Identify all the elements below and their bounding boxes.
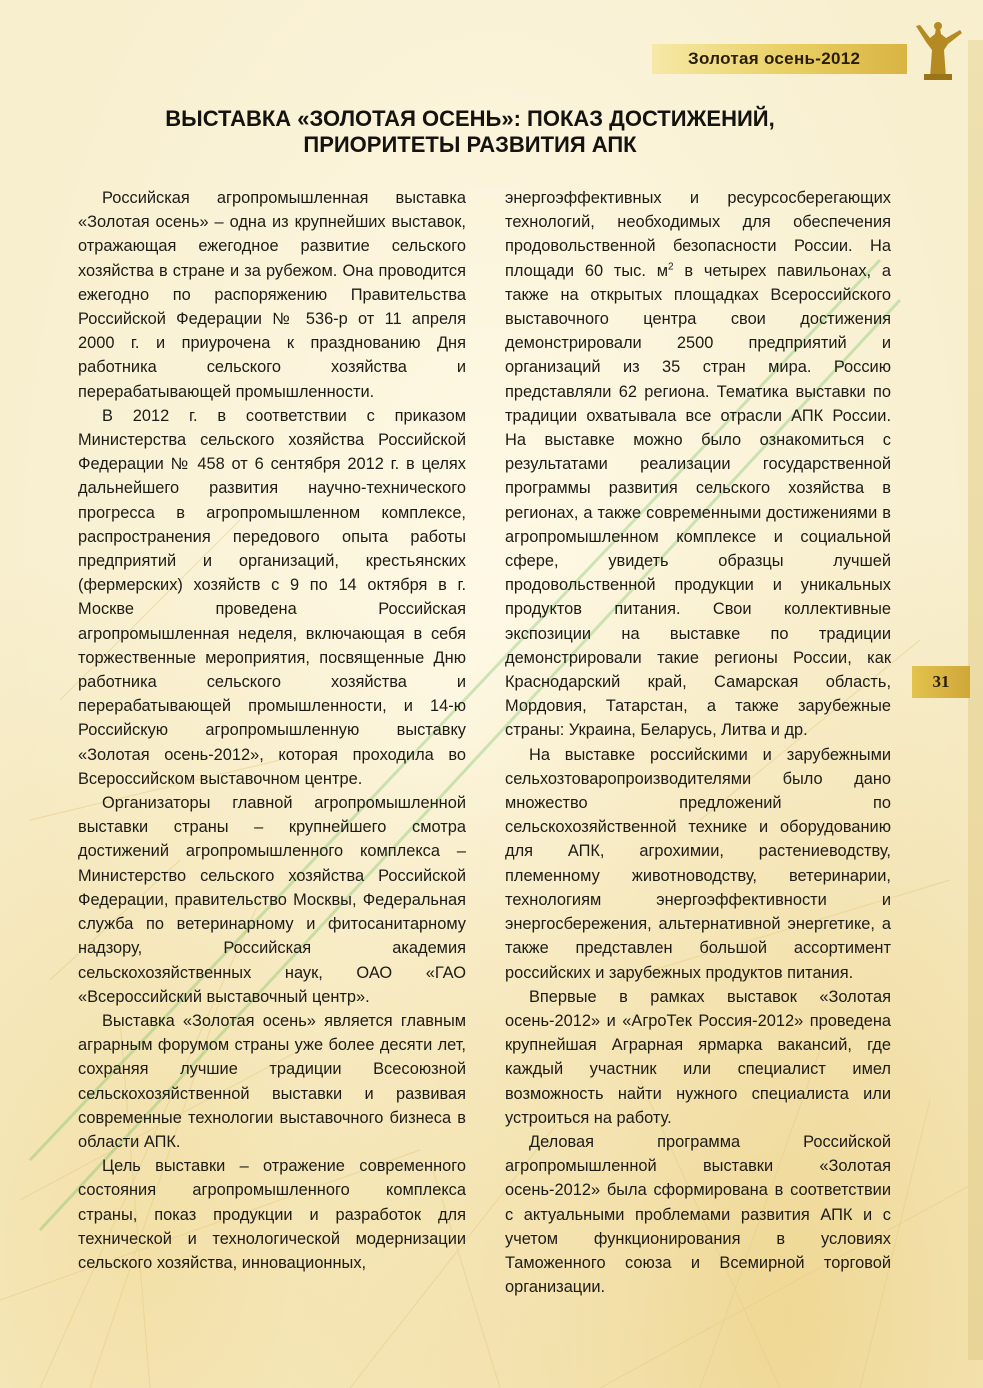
right-column	[505, 186, 891, 1299]
paragraph-text: в четырех павильонах, а также на открытых площадках Всероссийского выставочного центра свои достижения демонстрировали 2500 предприятий и организаций из 35 стран мира. Россию представляли 62 региона. Тематика выставки по традиции охватывала все отрасли АПК России. На выставке можно было ознакомиться с результатами реализации государственной программы развития сельского хозяйства в регионах, а также современными достижениями в агропромышленном комплексе и социальной сфере, увидеть образцы лучшей продовольственной продукции и уникальных продуктов питания. Свои коллективные экспозиции на выставке по традиции демонстрировали такие регионы России, как Краснодарский край, Самарская область, Мордовия, Татарстан, а также зарубежные страны: Украина, Беларусь, Литва и др.	[505, 261, 891, 740]
paragraph: Впервые в рамках выставок «Золотая осень-2012» и «АгроТек Россия-2012» проведена крупнейшая Аграрная ярмарка вакансий, где каждый участник или специалист имел возможность найти нужного специалиста или устроиться на работу.	[505, 987, 891, 1127]
article-title-line-2: ПРИОРИТЕТЫ РАЗВИТИЯ АПК	[303, 132, 637, 157]
paragraph: Организаторы главной агропромышленной выставки страны – крупнейшего смотра достижений агропромышленного комплекса – Министерство сельского хозяйства Российской Федерации, правительство Москвы, Федеральная служба по ветеринарному и фитосанитарному надзору, Российская академия сельскохозяйственных наук, ОАО «ГАО «Всероссийский выставочный центр».	[78, 794, 466, 1006]
article-title-line-1: ВЫСТАВКА «ЗОЛОТАЯ ОСЕНЬ»: ПОКАЗ ДОСТИЖЕНИЙ,	[165, 106, 775, 131]
left-column	[78, 186, 466, 1275]
paragraph: Цель выставки – отражение современного состояния агропромышленного комплекса страны, показ продукции и разработок для технической и технологической модернизации сельского хозяйства, инновационных,	[78, 1157, 466, 1272]
paragraph: В 2012 г. в соответствии с приказом Министерства сельского хозяйства Российской Федерации № 458 от 6 сентября 2012 г. в целях дальнейшего развития научно-технического прогресса в агропромышленном комплексе, распространения передового опыта работы предприятий и организаций, крестьянских (фермерских) хозяйств с 9 по 14 октября в г. Москве проведена Российская агропромышленная неделя, включающая в себя торжественные мероприятия, посвященные Дню работника сельского хозяйства и перерабатывающей промышленности, и 14-ю Российскую агропромышленную выставку «Золотая осень-2012», которая проходила во Всероссийском выставочном центре.	[78, 406, 466, 788]
section-title: Золотая осень-2012	[688, 49, 861, 68]
statue-icon	[902, 20, 972, 80]
superscript: 2	[667, 261, 674, 273]
paragraph-continued	[505, 186, 891, 743]
page-number: 31	[932, 672, 950, 691]
paragraph: Деловая программа Российской агропромышленной выставки «Золотая осень-2012» была сформирована в соответствии с актуальными проблемами развития АПК и с учетом функционирования в условиях Таможенного союза и Всемирной торговой организации.	[505, 1132, 891, 1297]
paragraph-text: энергоэффективных и ресурсосберегающих технологий, необходимых для обеспечения продовольственной безопасности России. На площади 60 тыс. м	[505, 189, 891, 280]
paragraph: Выставка «Золотая осень» является главным аграрным форумом страны уже более десяти лет, сохраняя лучшие традиции Всесоюзной сельскохозяйственной выставки и развивая современные технологии выставочного бизнеса в области АПК.	[78, 1011, 466, 1151]
paragraph: Российская агропромышленная выставка «Золотая осень» – одна из крупнейших выставок, отражающая ежегодное развитие сельского хозяйства в стране и за рубежом. Она проводится ежегодно по распоряжению Правительства Российской Федерации № 536-р от 11 апреля 2000 г. и приурочена к празднованию Дня работника сельского хозяйства и перерабатывающей промышленности.	[78, 189, 466, 401]
article-title	[120, 106, 820, 158]
paragraph: На выставке российскими и зарубежными сельхозтоваропроизводителями было дано множество предложений по сельскохозяйственной технике и оборудованию для АПК, агрохимии, растениеводству, племенному животноводству, ветеринарии, технологиям энергоэффективности и энергосбережения, альтернативной энергетике, а также представлен большой ассортимент российских и зарубежных продуктов питания.	[505, 745, 891, 982]
right-edge-strip	[968, 40, 983, 1360]
